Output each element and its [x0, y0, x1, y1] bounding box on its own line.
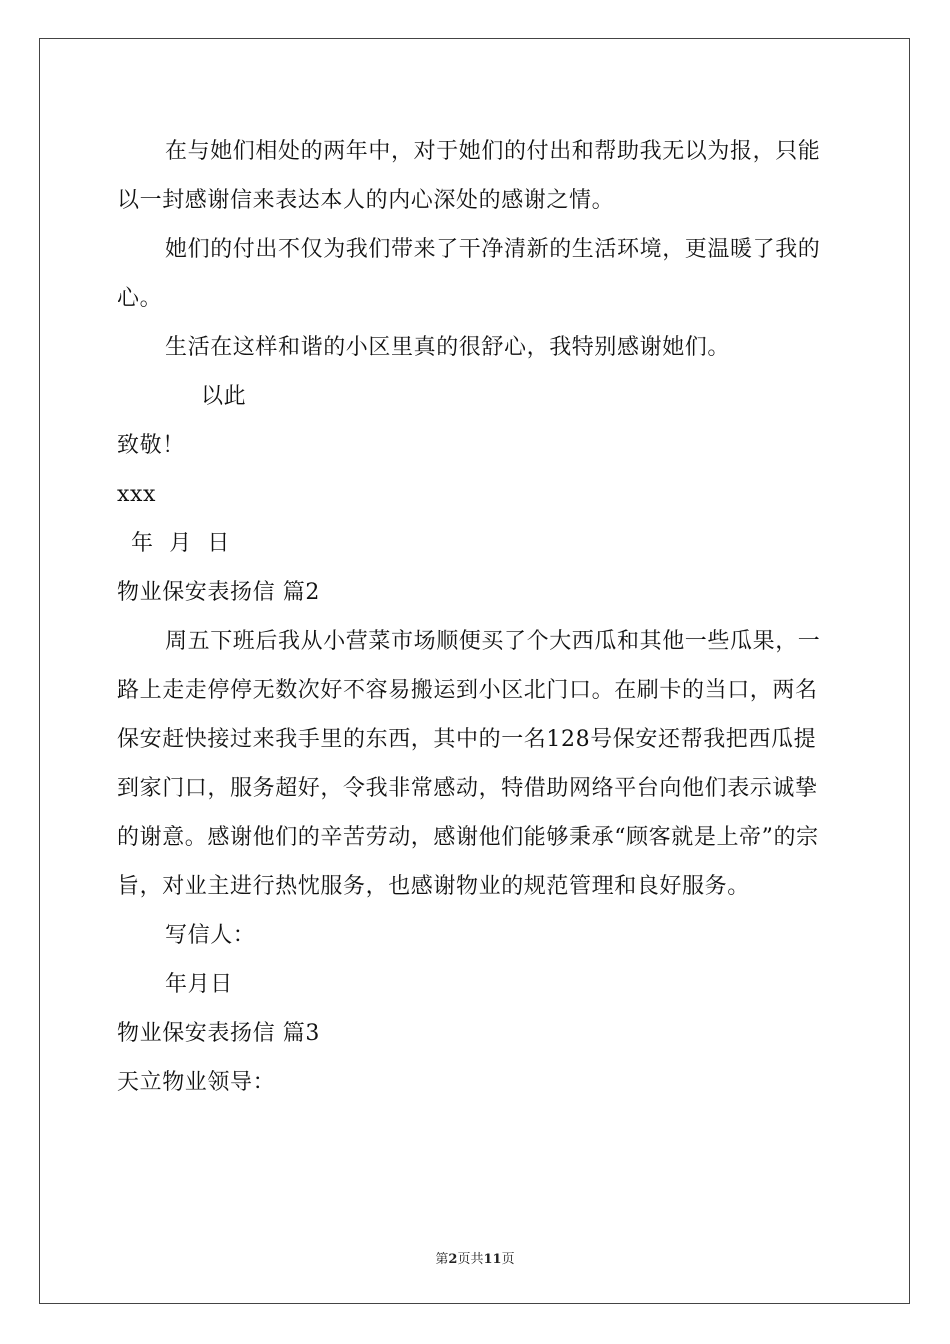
- signature-date: 年 月 日: [131, 531, 230, 556]
- footer-page-prefix: 第: [435, 1252, 449, 1267]
- document-body: [117, 127, 837, 1107]
- footer-total-suffix: 页: [501, 1252, 515, 1267]
- section-heading-3: 物业保安表扬信 篇3: [117, 1021, 320, 1046]
- footer-total-number: 11: [483, 1252, 502, 1267]
- recipient-line: 天立物业领导：: [117, 1070, 276, 1095]
- page-footer: [0, 1248, 950, 1267]
- paragraph-gratitude: 在与她们相处的两年中，对于她们的付出和帮助我无以为报，只能以一封感谢信来表达本人的内心深处的感谢之情。: [117, 139, 821, 213]
- footer-total-prefix: 共: [470, 1252, 484, 1267]
- letter-writer-label: 写信人：: [165, 923, 256, 948]
- closing-phrase: 以此: [201, 384, 247, 409]
- footer-page-suffix: 页: [457, 1252, 471, 1267]
- section-heading-2: 物业保安表扬信 篇2: [117, 580, 320, 605]
- paragraph-environment: 她们的付出不仅为我们带来了干净清新的生活环境，更温暖了我的心。: [117, 237, 821, 311]
- footer-page-number: 2: [448, 1252, 458, 1267]
- signature-name: xxx: [117, 482, 157, 507]
- letter-date-label: 年月日: [165, 972, 233, 997]
- paragraph-harmony: 生活在这样和谐的小区里真的很舒心，我特别感谢她们。: [165, 335, 731, 360]
- paragraph-watermelon: 周五下班后我从小营菜市场顺便买了个大西瓜和其他一些瓜果，一路上走走停停无数次好不容易搬运到小区北门口。在刷卡的当口，两名保安赶快接过来我手里的东西，其中的一名128号保安还帮我把西瓜提到家门口，服务超好，令我非常感动，特借助网络平台向他们表示诚挚的谢意。感谢他们的辛苦劳动，感谢他们能够秉承“顾客就是上帝”的宗旨，对业主进行热忱服务，也感谢物业的规范管理和良好服务。: [117, 629, 821, 899]
- salutation: 致敬！: [117, 433, 185, 458]
